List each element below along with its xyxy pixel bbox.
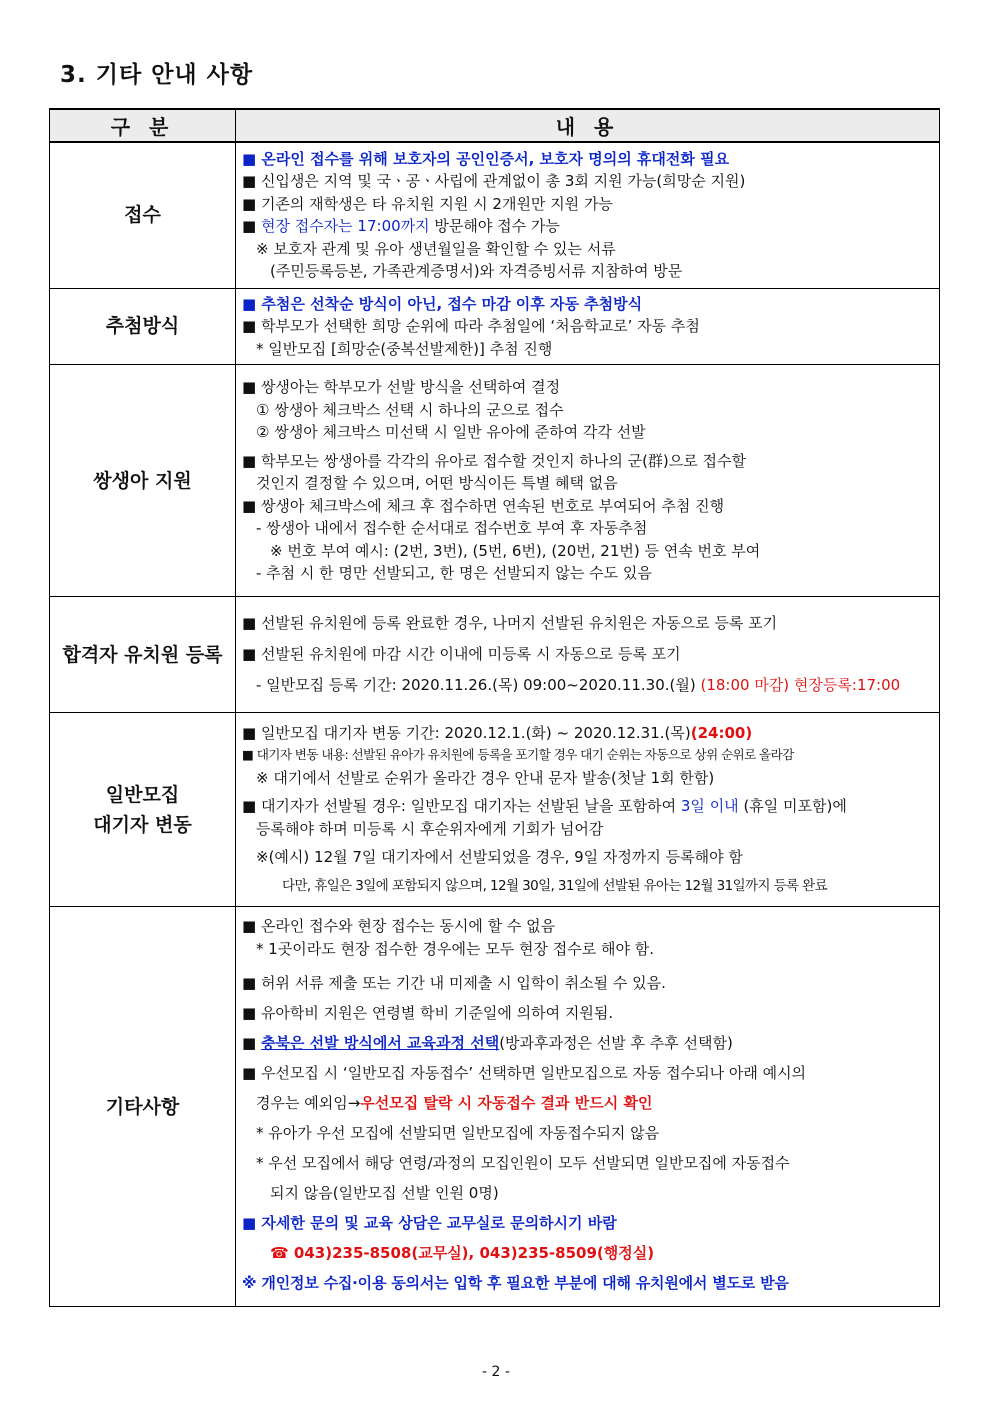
text-line: - 쌍생아 내에서 접수한 순서대로 접수번호 부여 후 자동추첨 xyxy=(256,519,648,538)
text-span: 방문해야 접수 가능 xyxy=(429,217,560,236)
header-category: 구 분 xyxy=(50,109,236,142)
category-twins: 쌍생아 지원 xyxy=(50,365,236,597)
text-line: * 유아가 우선 모집에 선발되면 일반모집에 자동접수되지 않음 xyxy=(256,1124,660,1142)
text-span: (휴일 미포함)에 xyxy=(738,797,847,816)
table-row-reception xyxy=(50,142,940,288)
text-line: 되지 않음(일반모집 선발 인원 0명) xyxy=(270,1184,499,1202)
content-twins xyxy=(236,365,940,597)
highlight-red: (24:00) xyxy=(690,723,753,742)
text-line: ■ 선발된 유치원에 마감 시간 이내에 미등록 시 자동으로 등록 포기 xyxy=(242,645,681,663)
highlight-blue: 충북은 선발 방식에서 교육과정 선택 xyxy=(260,1034,500,1052)
text-line: (주민등록등본, 가족관계증명서)와 자격증빙서류 지참하여 방문 xyxy=(270,262,683,281)
category-lottery: 추첨방식 xyxy=(50,288,236,365)
text-line: 등록해야 하며 미등록 시 후순위자에게 기회가 넘어감 xyxy=(256,819,604,838)
text-line xyxy=(242,670,931,701)
text-span: 경우는 예외임→ xyxy=(256,1094,361,1112)
text-line: ■ 쌍생아 체크박스에 체크 후 접수하면 연속된 번호로 부여되어 추첨 진행 xyxy=(242,496,725,515)
text-line: ■ 학부모는 쌍생아를 각각의 유아로 접수할 것인지 하나의 군(群)으로 접수할 xyxy=(242,451,747,470)
content-reception xyxy=(236,142,940,288)
text-line xyxy=(242,215,931,238)
text-line: ※ 보호자 관계 및 유아 생년월일을 확인할 수 있는 서류 xyxy=(256,239,616,258)
bullet-marker: ■ xyxy=(242,217,261,236)
table-row-twins xyxy=(50,365,940,597)
category-waitlist xyxy=(50,713,236,907)
table-row-registration xyxy=(50,597,940,713)
text-line: ■ 온라인 접수와 현장 접수는 동시에 할 수 없음 xyxy=(242,917,556,935)
highlight-red: (18:00 마감) 현장등록:17:00 xyxy=(700,676,901,694)
text-line: * 일반모집 [희망순(중복선발제한)] 추첨 진행 xyxy=(256,339,553,358)
page-number: - 2 - xyxy=(482,1364,510,1380)
text-span: - 일반모집 등록 기간: 2020.11.26.(목) 09:00~2020.11.30.(월) xyxy=(256,676,701,694)
content-waitlist xyxy=(236,713,940,907)
text-line: * 1곳이라도 현장 접수한 경우에는 모두 현장 접수로 해야 함. xyxy=(256,939,654,958)
text-line: ① 쌍생아 체크박스 선택 시 하나의 군으로 접수 xyxy=(256,400,564,419)
text-line: ② 쌍생아 체크박스 미선택 시 일반 유아에 준하여 각각 선발 xyxy=(256,423,646,442)
highlight-red: 우선모집 탈락 시 자동접수 결과 반드시 확인 xyxy=(360,1094,653,1112)
table-row-others xyxy=(50,907,940,1307)
text-span: (방과후과정은 선발 후 추후 선택함) xyxy=(499,1034,733,1052)
text-line: ■ 온라인 접수를 위해 보호자의 공인인증서, 보호자 명의의 휴대전화 필요 xyxy=(242,149,730,168)
text-line xyxy=(242,1028,931,1058)
text-line: ■ 선발된 유치원에 등록 완료한 경우, 나머지 선발된 유치원은 자동으로 등록 포기 xyxy=(242,614,778,632)
table-row-lottery xyxy=(50,288,940,365)
text-line: ■ 우선모집 시 ‘일반모집 자동접수’ 선택하면 일반모집으로 자동 접수되나 아래 예시의 xyxy=(242,1064,807,1082)
text-line: ※ 대기에서 선발로 순위가 올라간 경우 안내 문자 발송(첫날 1회 한함) xyxy=(256,768,715,787)
text-line: ■ 유아학비 지원은 연령별 학비 기준일에 의하여 지원됨. xyxy=(242,1004,614,1022)
text-line: * 우선 모집에서 해당 연령/과정의 모집인원이 모두 선발되면 일반모집에 자동접수 xyxy=(256,1154,790,1172)
highlight-blue: 3일 이내 xyxy=(680,797,739,816)
text-line: ■ 기존의 재학생은 타 유치원 지원 시 2개원만 지원 가능 xyxy=(242,194,613,213)
highlight-blue: 현장 접수자는 17:00까지 xyxy=(260,217,430,236)
page-title: 3. 기타 안내 사항 xyxy=(60,62,254,88)
privacy-note: ※ 개인정보 수집·이용 동의서는 입학 후 필요한 부분에 대해 유치원에서 별도로 받음 xyxy=(242,1274,789,1292)
text-line: ■ 대기자 변동 내용: 선발된 유아가 유치원에 등록을 포기할 경우 대기 순위는 자동으로 상위 순위로 올라감 xyxy=(242,747,794,763)
table-header-row xyxy=(50,109,940,142)
category-reception: 접수 xyxy=(50,142,236,288)
text-line: ■ 신입생은 지역 및 국ㆍ공ㆍ사립에 관계없이 총 3회 지원 가능(희망순 지원) xyxy=(242,172,746,191)
text-line xyxy=(242,722,931,745)
bullet-marker: ■ xyxy=(242,1034,261,1052)
text-line: ■ 학부모가 선택한 희망 순위에 따라 추첨일에 ‘처음학교로’ 자동 추첨 xyxy=(242,317,700,335)
text-line: 다만, 휴일은 3일에 포함되지 않으며, 12월 30일, 31일에 선발된 유아는 12월 31일까지 등록 완료 xyxy=(282,877,828,894)
text-line: ■ 추첨은 선착순 방식이 아닌, 접수 마감 이후 자동 추첨방식 xyxy=(242,294,643,313)
category-waitlist-line1: 일반모집 xyxy=(105,783,180,806)
text-line: - 추첨 시 한 명만 선발되고, 한 명은 선발되지 않는 수도 있음 xyxy=(256,564,652,583)
info-table xyxy=(49,108,940,1307)
category-waitlist-line2: 대기자 변동 xyxy=(93,813,192,836)
content-others xyxy=(236,907,940,1307)
header-content: 내 용 xyxy=(236,109,940,142)
text-line: 것인지 결정할 수 있으며, 어떤 방식이든 특별 혜택 없음 xyxy=(256,474,618,493)
content-lottery xyxy=(236,288,940,365)
text-span: ■ 일반모집 대기자 변동 기간: 2020.12.1.(화) ~ 2020.12.31.(목) xyxy=(242,723,691,742)
text-line xyxy=(242,795,931,818)
category-registration: 합격자 유치원 등록 xyxy=(50,597,236,713)
text-line: ※(예시) 12월 7일 대기자에서 선발되었을 경우, 9일 자정까지 등록해야 함 xyxy=(256,848,743,867)
text-line xyxy=(242,1088,931,1118)
category-others: 기타사항 xyxy=(50,907,236,1307)
contact-phone: ☎ 043)235-8508(교무실), 043)235-8509(행정실) xyxy=(270,1244,655,1262)
table-row-waitlist xyxy=(50,713,940,907)
text-line: ■ 허위 서류 제출 또는 기간 내 미제출 시 입학이 취소될 수 있음. xyxy=(242,974,666,992)
text-span: ■ 대기자가 선발될 경우: 일반모집 대기자는 선발된 날을 포함하여 xyxy=(242,797,681,816)
content-registration xyxy=(236,597,940,713)
text-line: ※ 번호 부여 예시: (2번, 3번), (5번, 6번), (20번, 21번) 등 연속 번호 부여 xyxy=(270,541,761,560)
text-line: ■ 쌍생아는 학부모가 선발 방식을 선택하여 결정 xyxy=(242,378,561,397)
text-line: ■ 자세한 문의 및 교육 상담은 교무실로 문의하시기 바람 xyxy=(242,1214,617,1232)
